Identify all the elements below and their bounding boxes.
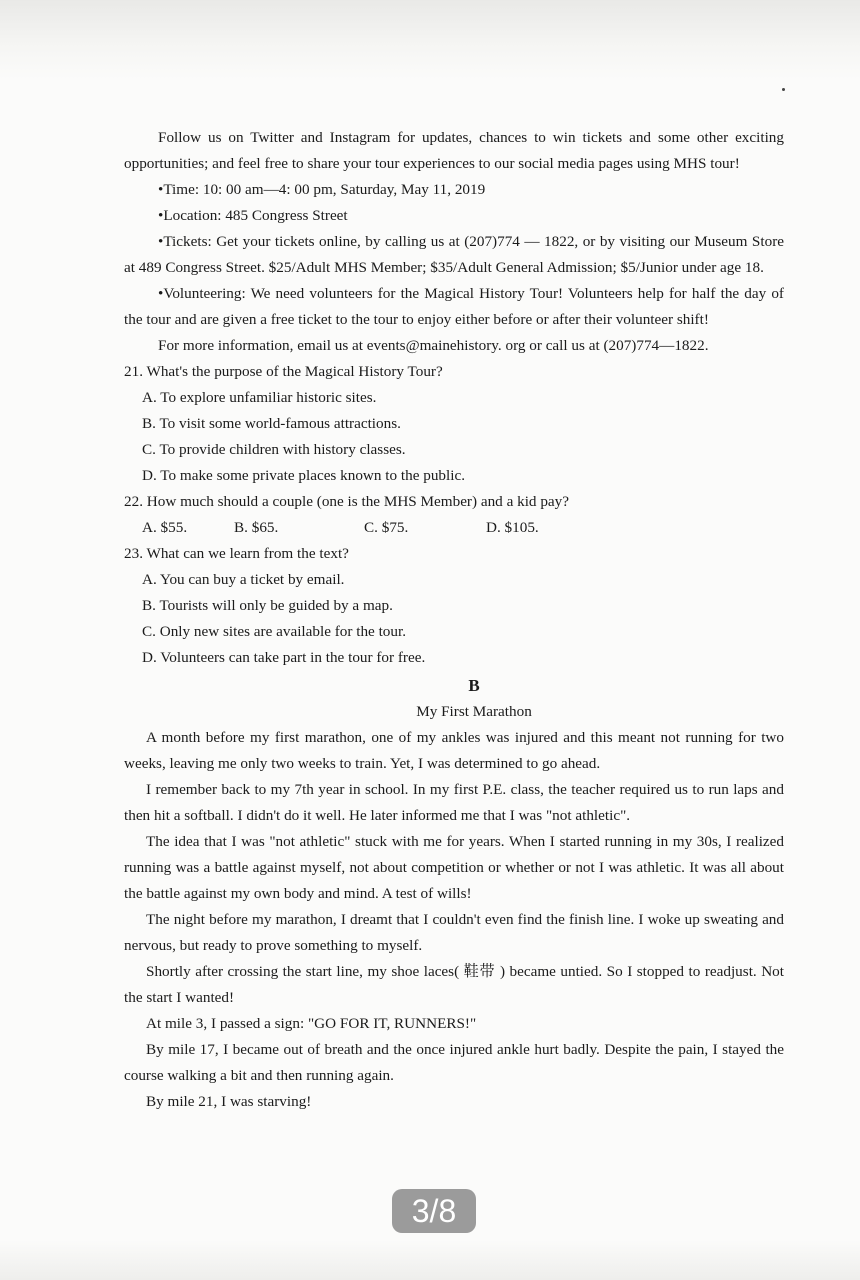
option-a: A. To explore unfamiliar historic sites. bbox=[142, 389, 377, 406]
option-b: B. Tourists will only be guided by a map. bbox=[142, 597, 393, 614]
tickets-info: •Tickets: Get your tickets online, by calling us at (207)774 — 1822, or by visiting our Museum Store at 489 Congress Street. $25/Adult MHS Member; $35/Adult General Admission; $5/Junior under age 18. bbox=[124, 233, 784, 276]
document-content bbox=[124, 125, 784, 1115]
question-stem: 22. How much should a couple (one is the MHS Member) and a kid pay? bbox=[124, 493, 569, 510]
option-c: C. Only new sites are available for the tour. bbox=[142, 623, 407, 640]
option-a: A. $55. bbox=[142, 519, 188, 536]
option-d: D. $105. bbox=[486, 519, 539, 536]
option-c: C. $75. bbox=[364, 519, 409, 536]
question-23 bbox=[124, 541, 784, 671]
passage-paragraph: The idea that I was "not athletic" stuck with me for years. When I started running in my 30s, I realized running was a battle against myself, not about competition or whether or not I was athletic. It was all about the battle against my own body and mind. A test of wills! bbox=[124, 833, 784, 902]
follow-paragraph: Follow us on Twitter and Instagram for updates, chances to win tickets and some other exciting opportunities; and feel free to share your tour experiences to our social media pages using MHS tour! bbox=[124, 129, 784, 172]
passage-body bbox=[124, 725, 784, 1115]
more-info: For more information, email us at events@mainehistory. org or call us at (207)774—1822. bbox=[158, 337, 709, 354]
time-info: •Time: 10: 00 am—4: 00 pm, Saturday, May 11, 2019 bbox=[158, 181, 486, 198]
option-a: A. You can buy a ticket by email. bbox=[142, 571, 345, 588]
passage-paragraph: At mile 3, I passed a sign: "GO FOR IT, RUNNERS!" bbox=[146, 1015, 477, 1032]
location-info: •Location: 485 Congress Street bbox=[158, 207, 348, 224]
option-b: B. To visit some world-famous attractions. bbox=[142, 415, 401, 432]
passage-paragraph: By mile 21, I was starving! bbox=[146, 1093, 312, 1110]
passage-paragraph: A month before my first marathon, one of my ankles was injured and this meant not running for two weeks, leaving me only two weeks to train. Yet, I was determined to go ahead. bbox=[124, 729, 784, 772]
passage-paragraph: By mile 17, I became out of breath and the once injured ankle hurt badly. Despite the pain, I stayed the course walking a bit and then running again. bbox=[124, 1041, 784, 1084]
question-stem: 21. What's the purpose of the Magical History Tour? bbox=[124, 363, 443, 380]
question-21 bbox=[124, 359, 784, 489]
option-c: C. To provide children with history classes. bbox=[142, 441, 406, 458]
scan-speck bbox=[782, 88, 785, 91]
passage-paragraph: I remember back to my 7th year in school. In my first P.E. class, the teacher required us to run laps and then hit a softball. I didn't do it well. He later informed me that I was "not athletic". bbox=[124, 781, 784, 824]
section-letter: B bbox=[468, 676, 480, 695]
passage-paragraph: Shortly after crossing the start line, my shoe laces( 鞋带 ) became untied. So I stopped to readjust. Not the start I wanted! bbox=[124, 963, 784, 1006]
option-d: D. Volunteers can take part in the tour for free. bbox=[142, 649, 426, 666]
passage-title: My First Marathon bbox=[416, 703, 532, 720]
volunteering-info: •Volunteering: We need volunteers for the Magical History Tour! Volunteers help for half the day of the tour and are given a free ticket to the tour to enjoy either before or after their volunteer shift! bbox=[124, 285, 784, 328]
option-d: D. To make some private places known to the public. bbox=[142, 467, 466, 484]
scan-top-shadow bbox=[0, 0, 860, 80]
page-indicator: 3/8 bbox=[392, 1189, 476, 1233]
scan-bottom-shadow bbox=[0, 1240, 860, 1280]
option-b: B. $65. bbox=[234, 519, 279, 536]
question-22 bbox=[124, 489, 784, 541]
options-row bbox=[124, 515, 784, 541]
passage-paragraph: The night before my marathon, I dreamt that I couldn't even find the finish line. I woke up sweating and nervous, but ready to prove something to myself. bbox=[124, 911, 784, 954]
question-stem: 23. What can we learn from the text? bbox=[124, 545, 349, 562]
